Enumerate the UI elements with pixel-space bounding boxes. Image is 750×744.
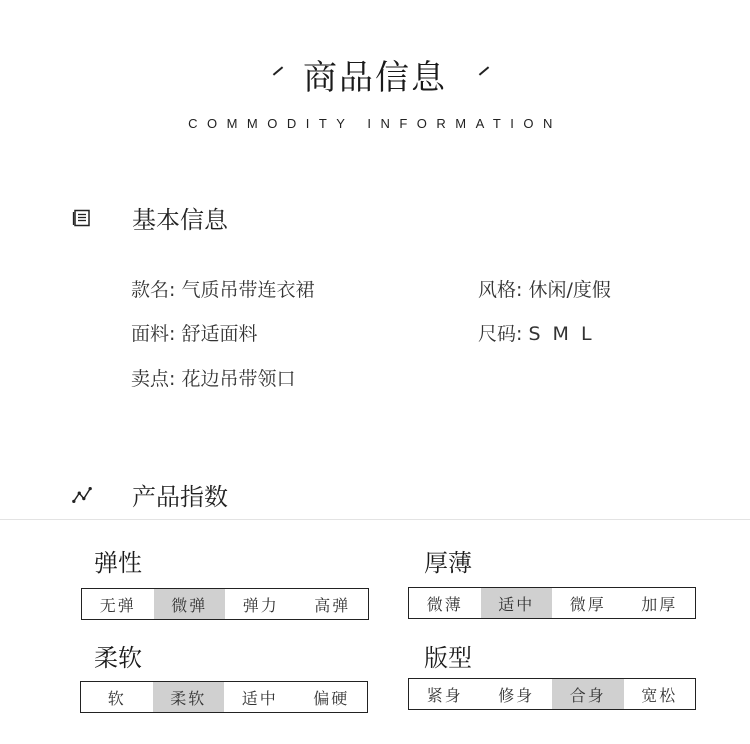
basic-info-heading: 基本信息 <box>132 206 228 234</box>
scale-option: 微薄 <box>426 594 463 614</box>
scale-option: 微厚 <box>569 594 606 614</box>
line-graph-icon <box>72 485 92 505</box>
fit-scale <box>408 678 696 710</box>
scale-option: 紧身 <box>426 685 463 705</box>
scale-option-selected: 柔软 <box>153 682 225 712</box>
scale-option-selected: 合身 <box>552 679 624 709</box>
scale-option: 修身 <box>498 685 535 705</box>
info-value: 气质吊带连衣裙 <box>181 279 315 301</box>
scale-option: 高弹 <box>314 595 351 615</box>
info-label: 款名: <box>131 279 176 301</box>
scale-option-selected: 微弹 <box>154 589 226 619</box>
info-value: S M L <box>528 323 595 345</box>
section-divider <box>0 519 750 520</box>
page-title: 商品信息 <box>303 58 447 98</box>
scale-option: 无弹 <box>99 595 136 615</box>
info-label: 卖点: <box>131 368 176 390</box>
thickness-scale <box>408 587 696 619</box>
scale-option: 适中 <box>241 688 278 708</box>
scale-option: 加厚 <box>641 594 678 614</box>
info-style <box>478 275 611 302</box>
scale-option: 宽松 <box>641 685 678 705</box>
info-value: 休闲/度假 <box>528 279 611 301</box>
page-subtitle: COMMODITY INFORMATION <box>188 116 562 131</box>
scale-option-selected: 适中 <box>481 588 553 618</box>
info-label: 风格: <box>478 279 523 301</box>
document-list-icon <box>72 208 92 228</box>
elasticity-scale <box>81 588 369 620</box>
info-style-name <box>131 275 314 302</box>
info-label: 尺码: <box>478 323 523 345</box>
basic-info-header <box>72 200 228 235</box>
thickness-title: 厚薄 <box>424 549 472 577</box>
info-label: 面料: <box>131 323 176 345</box>
info-selling-point <box>131 364 295 391</box>
product-index-header <box>72 477 228 512</box>
softness-scale <box>80 681 368 713</box>
info-fabric <box>131 319 257 346</box>
scale-option: 偏硬 <box>313 688 350 708</box>
fit-title: 版型 <box>424 644 472 672</box>
info-size <box>478 319 595 346</box>
scale-option: 软 <box>107 688 126 708</box>
elasticity-title: 弹性 <box>94 549 142 577</box>
softness-title: 柔软 <box>94 644 142 672</box>
info-value: 花边吊带领口 <box>181 368 296 390</box>
scale-option: 弹力 <box>242 595 279 615</box>
info-value: 舒适面料 <box>181 323 258 345</box>
product-index-heading: 产品指数 <box>132 483 228 511</box>
